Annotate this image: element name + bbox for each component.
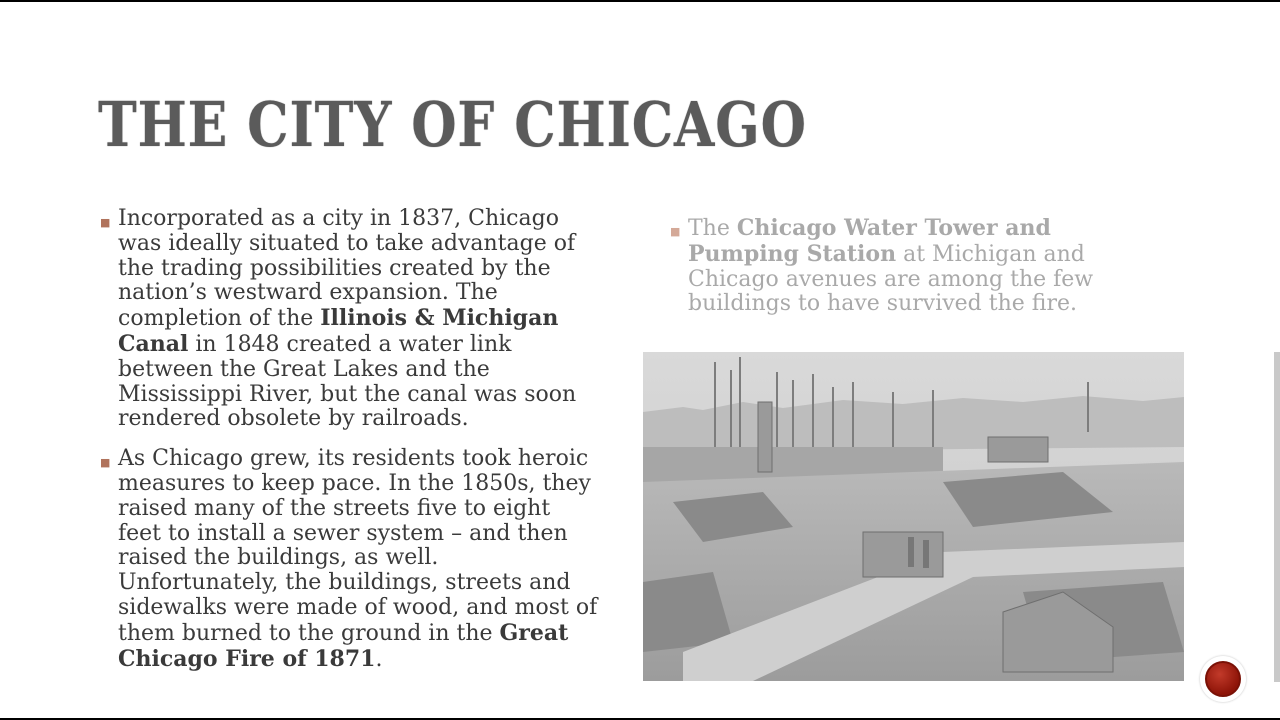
bullet-text-run: in 1848 created a water link between the Great Lakes and the Mississippi River, but the canal was soon rendered obsolete by railroads. xyxy=(118,331,577,432)
next-slide-button[interactable] xyxy=(1200,656,1246,702)
right-text-column xyxy=(668,216,1138,332)
bullet-item xyxy=(98,447,598,672)
bullet-bold-run: Chicago Water Tower and Pumping Station xyxy=(688,215,1051,267)
slide xyxy=(0,2,1280,718)
bullet-item xyxy=(98,207,598,432)
record-circle-icon xyxy=(1205,661,1241,697)
bullet-text xyxy=(118,207,598,432)
left-text-column xyxy=(98,207,598,687)
bullet-text xyxy=(688,216,1138,317)
bullet-text-run: As Chicago grew, its residents took heroic measures to keep pace. In the 1850s, they raised many of the streets five to eight feet to install a sewer system – and then raised the buildings, as well. Unfortunately, the buildings, streets and sidewalks were made of wood, and most of them burned to the ground in the xyxy=(118,446,598,646)
bullet-text-run: Incorporated as a city in 1837, Chicago was ideally situated to take advantage of the trading possibilities created by the nation’s westward expansion. The completion of the xyxy=(118,206,576,332)
bullet-bold-run: Illinois & Michigan Canal xyxy=(118,305,559,357)
chicago-fire-ruins-photo xyxy=(643,352,1184,681)
bullet-item xyxy=(668,216,1138,317)
bullet-square-icon: ■ xyxy=(670,225,681,238)
slide-title: THE CITY OF CHICAGO xyxy=(98,88,807,161)
ruins-photo-illustration xyxy=(643,352,1184,681)
bullet-square-icon: ■ xyxy=(100,456,111,470)
bullet-square-icon: ■ xyxy=(100,216,111,229)
bullet-text xyxy=(118,447,598,672)
bullet-text-run: . xyxy=(375,646,383,672)
bullet-bold-run: Great Chicago Fire of 1871 xyxy=(118,619,569,672)
next-slide-edge xyxy=(1274,352,1280,682)
bullet-text-run: The xyxy=(688,216,737,241)
bullet-text-run: at Michigan and Chicago avenues are among the few buildings to have survived the fire. xyxy=(688,241,1094,317)
